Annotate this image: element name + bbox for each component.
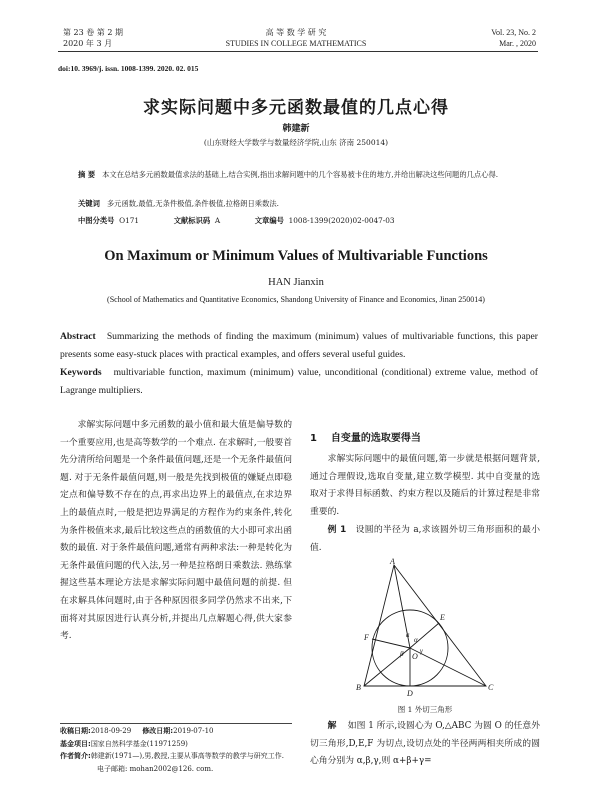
solution-label: 解: [327, 721, 337, 731]
author-en: HAN Jianxin: [268, 277, 324, 288]
section-1-heading: [310, 429, 421, 444]
clc-label: 中图分类号: [78, 216, 115, 225]
intro-paragraph: 求解实际问题中多元函数的最小值和最大值是偏导数的一个重要应用,也是高等数学的一个难点. 在求解时,一般要首先分清所给问题是一个条件最值问题,还是一个无条件最值问题. 对于无条件最值问题,则一般是先找到极值的嫌疑点即稳定点和偏导数不存在的点,再求出边界上的最值点,在求边界上的最值点时,一般是把边界满足的方程作为约束条件,转化为条件极值来求,最后比较这些点的函数值的大小即可求出函数的最值. 对于条件最值问题,通常有两种求法:一种是转化为无条件最值问题的代入法,另一种是拉格朗日乘数法. 熟练掌握这些基本理论方法是求解实际问题中最值问题的前提. 但在求解具体问题时,由于各种原因很多同学仍然求不出来,下面将对其原因进行认真分析,并提出几点解题心得,供大家参考.: [60, 420, 292, 642]
header-volume-en: Vol. 23, No. 2: [491, 28, 536, 37]
affiliation-en: (School of Mathematics and Quantitative Economics, Shandong University of Finance and Economics, Jinan 250014): [107, 295, 485, 304]
solution-paragraph: [310, 718, 540, 771]
label-c: C: [488, 683, 494, 692]
keywords-en-label: Keywords: [60, 367, 102, 378]
meta-cn: [78, 215, 395, 226]
revised-date: 2019-07-10: [173, 727, 214, 735]
example-1-label: 例 1: [327, 525, 347, 535]
section-title: 自变量的选取要得当: [330, 433, 421, 444]
fund-label: 基金项目:: [60, 739, 91, 748]
header-journal-en: STUDIES IN COLLEGE MATHEMATICS: [225, 39, 367, 48]
abstract-cn: [78, 167, 534, 182]
keywords-cn-label: 关键词: [78, 199, 100, 208]
figure-circumscribed-triangle: [352, 558, 498, 698]
abstract-cn-label: 摘 要: [78, 170, 96, 179]
received-line: [60, 725, 292, 738]
keywords-en-text: multivariable function, maximum (minimum) value, unconditional (conditional) extreme value, method of Lagrange multipliers.: [60, 367, 538, 396]
triangle-abc: [364, 565, 486, 686]
bio-text: 韩建新(1971—),男,教授,主要从事高等数学的教学与研究工作. 电子邮箱: mohan2002@126. com.: [90, 752, 284, 773]
doc-code-value: A: [214, 216, 221, 225]
fund-line: [60, 738, 292, 751]
example-1: [310, 522, 540, 557]
article-no-label: 文章编号: [254, 216, 284, 225]
footnote-rule: [60, 723, 292, 724]
fund-text: 国家自然科学基金(11971259): [90, 739, 188, 748]
clc-value: O171: [119, 216, 140, 225]
doc-code-label: 文献标识码: [173, 216, 211, 225]
title-en: On Maximum or Minimum Values of Multivariable Functions: [104, 248, 488, 264]
abstract-en: [60, 328, 538, 364]
radius-o-f: [372, 639, 410, 648]
footnotes: [60, 725, 292, 775]
received-date: 2018-09-29: [90, 727, 132, 735]
label-o: O: [412, 652, 418, 661]
keywords-cn: [78, 198, 534, 209]
section-number: 1: [310, 433, 317, 444]
bio-line: [60, 750, 292, 775]
figure-1-caption: 图 1 外切三角形: [397, 705, 453, 714]
label-f: F: [364, 633, 369, 642]
header-volume-cn: 第 23 卷 第 2 期: [63, 28, 123, 37]
label-gamma: γ: [420, 647, 423, 655]
label-b: B: [356, 683, 361, 692]
section-1-paragraph: 求解实际问题中的最值问题,第一步就是根据问题背景,通过合理假设,选取自变量,建立数学模型. 其中自变量的选取对于求得目标函数、约束方程以及随后的计算过程是非常重要的.: [310, 454, 540, 517]
example-1-text: 设圆的半径为 a,求该圆外切三角形面积的最小值.: [310, 525, 540, 553]
affiliation-cn: (山东财经大学数学与数量经济学院,山东 济南 250014): [203, 138, 389, 147]
keywords-en: [60, 364, 538, 400]
label-alpha: α: [414, 636, 418, 644]
label-a: A: [390, 558, 395, 566]
label-e: E: [440, 613, 445, 622]
doi: doi:10. 3969/j. issn. 1008-1399. 2020. 02. 015: [58, 64, 199, 73]
header-date-cn: 2020 年 3 月: [63, 39, 113, 48]
abstract-en-text: Summarizing the methods of finding the maximum (minimum) values of multivariable functions, this paper presents some easy-stuck places with practical examples, and offers several useful guides.: [60, 331, 538, 360]
bio-label: 作者简介:: [60, 752, 91, 760]
received-label: 收稿日期:: [60, 727, 91, 735]
keywords-cn-text: 多元函数,最值,无条件极值,条件极值,拉格朗日乘数法.: [106, 199, 279, 208]
solution-text: 如图 1 所示,设圆心为 O,△ABC 为圆 O 的任意外切三角形,D,E,F 为切点,设切点处的半径两两相夹所成的圆心角分别为 α,β,γ,则 α+β+γ=: [310, 721, 541, 767]
label-d: D: [407, 689, 413, 698]
title-cn: 求实际问题中多元函数最值的几点心得: [143, 98, 449, 118]
revised-label: 修改日期:: [142, 727, 174, 735]
label-radius-a: a: [406, 631, 410, 639]
article-no-value: 1008-1399(2020)02-0047-03: [288, 216, 395, 225]
label-beta: β: [400, 650, 404, 658]
header-rule: [58, 51, 538, 52]
abstract-en-label: Abstract: [60, 331, 96, 342]
abstract-cn-text: 本文在总结多元函数最值求法的基础上,结合实例,指出求解问题中的几个容易被卡住的地方,并给出解决这些问题的几点心得.: [102, 170, 499, 179]
header-date-en: Mar. , 2020: [499, 39, 536, 48]
header-journal-cn: 高 等 数 学 研 究: [265, 28, 327, 37]
author-cn: 韩建新: [282, 124, 310, 134]
